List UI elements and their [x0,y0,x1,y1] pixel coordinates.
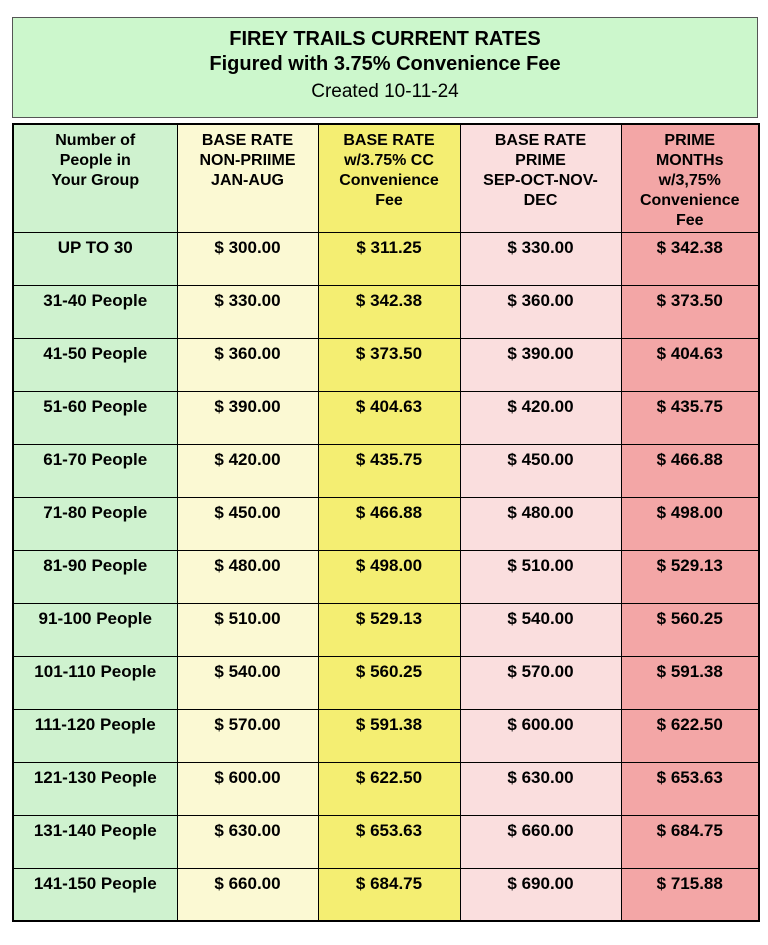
prime-fee-cell: $ 560.25 [621,603,759,656]
group-size-cell: 31-40 People [13,285,177,338]
prime-fee-cell: $ 529.13 [621,550,759,603]
table-row [13,497,759,550]
base-rate-prime-cell: $ 480.00 [460,497,621,550]
prime-fee-cell: $ 498.00 [621,497,759,550]
base-rate-nonprime-cell: $ 390.00 [177,391,318,444]
header-line: Fee [375,192,403,209]
base-rate-prime-header [460,124,621,232]
table-row [13,656,759,709]
base-rate-fee-cell: $ 498.00 [318,550,460,603]
base-rate-prime-cell: $ 690.00 [460,868,621,921]
base-rate-nonprime-cell: $ 600.00 [177,762,318,815]
base-rate-prime-cell: $ 570.00 [460,656,621,709]
table-row [13,762,759,815]
table-row [13,815,759,868]
prime-fee-cell: $ 591.38 [621,656,759,709]
header-line: BASE RATE [494,132,587,149]
base-rate-fee-cell: $ 466.88 [318,497,460,550]
prime-fee-cell: $ 684.75 [621,815,759,868]
table-row [13,232,759,285]
table-header-row [13,124,759,232]
base-rate-prime-cell: $ 630.00 [460,762,621,815]
prime-fee-cell: $ 404.63 [621,338,759,391]
table-row [13,391,759,444]
group-size-cell: 141-150 People [13,868,177,921]
header-line: JAN-AUG [211,172,284,189]
base-rate-nonprime-cell: $ 420.00 [177,444,318,497]
prime-fee-cell: $ 435.75 [621,391,759,444]
header-line: w/3.75% CC [344,152,434,169]
created-date: Created 10-11-24 [311,81,459,102]
header-line: PRIME [515,152,566,169]
group-size-cell: 81-90 People [13,550,177,603]
header-line: Your Group [51,172,140,189]
table-row [13,868,759,921]
group-size-cell: 131-140 People [13,815,177,868]
base-rate-fee-cell: $ 404.63 [318,391,460,444]
base-rate-nonprime-cell: $ 540.00 [177,656,318,709]
header-line: MONTHs [655,152,724,169]
table-row [13,709,759,762]
base-rate-fee-cell: $ 622.50 [318,762,460,815]
header-line: NON-PRIIME [199,152,296,169]
header-line: SEP-OCT-NOV- [483,172,598,189]
group-size-cell: 121-130 People [13,762,177,815]
group-size-cell: 61-70 People [13,444,177,497]
rates-table [12,123,760,922]
group-size-cell: UP TO 30 [13,232,177,285]
base-rate-prime-cell: $ 330.00 [460,232,621,285]
base-rate-fee-cell: $ 311.25 [318,232,460,285]
base-rate-nonprime-cell: $ 300.00 [177,232,318,285]
base-rate-fee-cell: $ 342.38 [318,285,460,338]
table-row [13,285,759,338]
group-size-cell: 101-110 People [13,656,177,709]
table-row [13,444,759,497]
group-size-header [13,124,177,232]
base-rate-fee-cell: $ 684.75 [318,868,460,921]
group-size-cell: 91-100 People [13,603,177,656]
base-rate-fee-cell: $ 591.38 [318,709,460,762]
header-line: BASE RATE [201,132,294,149]
page-subtitle: Figured with 3.75% Convenience Fee [209,53,561,75]
header-line: Number of [55,132,136,149]
base-rate-fee-cell: $ 653.63 [318,815,460,868]
group-size-cell: 51-60 People [13,391,177,444]
group-size-cell: 41-50 People [13,338,177,391]
base-rate-fee-cell: $ 373.50 [318,338,460,391]
base-rate-fee-cell: $ 529.13 [318,603,460,656]
base-rate-prime-cell: $ 540.00 [460,603,621,656]
base-rate-nonprime-cell: $ 330.00 [177,285,318,338]
table-row [13,550,759,603]
base-rate-fee-cell: $ 435.75 [318,444,460,497]
table-row [13,603,759,656]
prime-fee-cell: $ 715.88 [621,868,759,921]
base-rate-nonprime-cell: $ 510.00 [177,603,318,656]
group-size-cell: 111-120 People [13,709,177,762]
base-rate-fee-header [318,124,460,232]
base-rate-prime-cell: $ 660.00 [460,815,621,868]
header-line: Convenience [639,192,740,209]
header-line: w/3,75% [658,172,721,189]
prime-fee-cell: $ 622.50 [621,709,759,762]
base-rate-nonprime-header [177,124,318,232]
prime-fee-cell: $ 466.88 [621,444,759,497]
header-line: DEC [523,192,558,209]
base-rate-prime-cell: $ 360.00 [460,285,621,338]
base-rate-prime-cell: $ 450.00 [460,444,621,497]
base-rate-nonprime-cell: $ 360.00 [177,338,318,391]
header-line: People in [59,152,131,169]
header-line: Convenience [339,172,439,189]
base-rate-nonprime-cell: $ 480.00 [177,550,318,603]
header-line: BASE RATE [343,132,435,149]
base-rate-nonprime-cell: $ 570.00 [177,709,318,762]
rates-header-box [12,17,758,118]
group-size-cell: 71-80 People [13,497,177,550]
base-rate-prime-cell: $ 600.00 [460,709,621,762]
page-title: FIREY TRAILS CURRENT RATES [229,28,541,50]
base-rate-fee-cell: $ 560.25 [318,656,460,709]
base-rate-nonprime-cell: $ 660.00 [177,868,318,921]
prime-fee-header [621,124,759,232]
prime-fee-cell: $ 342.38 [621,232,759,285]
table-body [13,232,759,921]
base-rate-prime-cell: $ 510.00 [460,550,621,603]
base-rate-prime-cell: $ 420.00 [460,391,621,444]
header-line: PRIME [664,132,716,149]
table-row [13,338,759,391]
base-rate-prime-cell: $ 390.00 [460,338,621,391]
base-rate-nonprime-cell: $ 630.00 [177,815,318,868]
prime-fee-cell: $ 373.50 [621,285,759,338]
header-line: Fee [675,212,704,229]
prime-fee-cell: $ 653.63 [621,762,759,815]
base-rate-nonprime-cell: $ 450.00 [177,497,318,550]
